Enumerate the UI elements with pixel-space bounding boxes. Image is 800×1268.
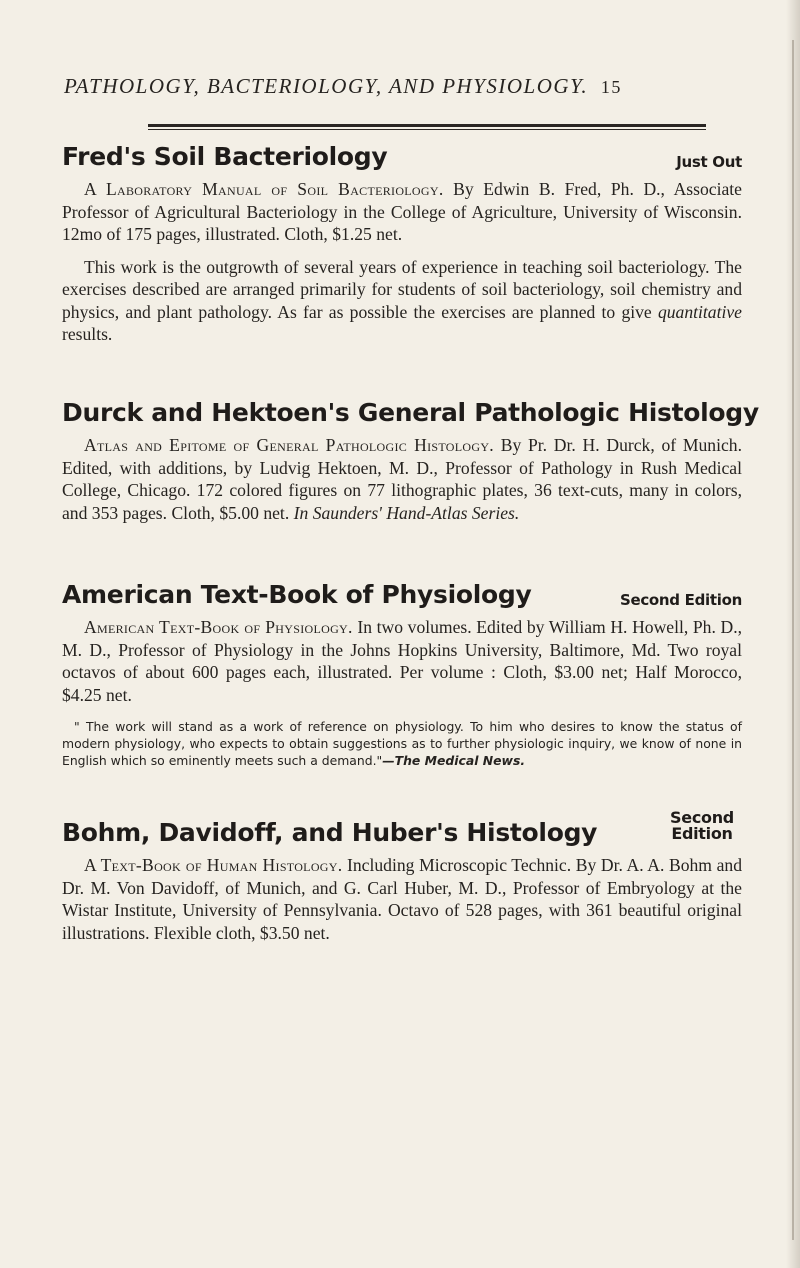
- entry-heading: [62, 142, 742, 172]
- entry-emphasis: quantitative: [657, 301, 742, 322]
- status-badge: Just Out: [676, 153, 742, 171]
- page-number: 15: [600, 77, 622, 97]
- entry-heading: [62, 398, 759, 428]
- edition-badge: [662, 810, 742, 842]
- edition-badge: Second Edition: [619, 591, 742, 609]
- header-rule: [148, 124, 706, 127]
- review-quote: [62, 718, 742, 769]
- entry-body: [62, 854, 742, 944]
- entry-heading: [62, 580, 742, 610]
- header-rule-thin: [148, 129, 706, 130]
- entry-details: Including Microscopic Technic. By Dr. A. A. Bohm and Dr. M. Von Davidoff, of Munich, and G. Carl Huber, M. D., Professor of Embryology at the Wistar Institute, University of Pennsylvania. Octavo of 528 pages, with 361 beautiful original illustrations. Flexible cloth, $3.50 net.: [62, 855, 742, 943]
- entry-lead: A Text-Book of Human Histology.: [84, 855, 343, 875]
- entry-details: In two volumes. Edited by William H. Howell, Ph. D., M. D., Professor of Physiology in the Johns Hopkins University, Baltimore, Md. Two royal octavos of about 600 pages each, illustrated. Per volume : Cloth, $3.00 net; Half Morocco, $4.25 net.: [62, 617, 742, 705]
- entry-paragraph: [62, 256, 742, 346]
- quote-text: " The work will stand as a work of reference on physiology. To him who desires to know the status of modern physiology, who expects to obtain suggestions as to further physiologic inquiry, we know of none in English which so eminently meets such a demand.": [62, 719, 742, 768]
- entry-description: [62, 178, 742, 246]
- quote-source: —The Medical News.: [382, 753, 526, 768]
- entry-lead: Atlas and Epitome of General Pathologic Histology.: [84, 435, 494, 455]
- book-entry-fred: [62, 142, 742, 346]
- entry-body: [62, 616, 742, 706]
- page-edge-line: [792, 40, 794, 1240]
- entry-details: By Pr. Dr. H. Durck, of Munich. Edited, with additions, by Ludvig Hektoen, M. D., Professor of Pathology in Rush Medical College, Chicago. 172 colored figures on 77 lithographic plates, 36 text-cuts, many in colors, and 353 pages. Cloth, $5.00 net.: [62, 435, 742, 523]
- edition-badge-line: Edition: [671, 824, 733, 843]
- entry-heading: [62, 808, 742, 848]
- book-entry-physiology: [62, 580, 742, 769]
- entry-lead: American Text-Book of Physiology.: [84, 617, 353, 637]
- running-head: [64, 74, 724, 99]
- entry-paragraph-text: This work is the outgrowth of several years of experience in teaching soil bacteriology. The exercises described are arranged primarily for students of soil bacteriology, soil chemistry and physics, and plant pathology. As far as possible the exercises are planned to give: [62, 256, 742, 322]
- entry-title: Fred's Soil Bacteriology: [62, 142, 388, 171]
- edition-badge-line: Second: [670, 808, 734, 827]
- entry-description: [62, 616, 742, 706]
- entry-lead: A Laboratory Manual of Soil Bacteriology.: [84, 179, 444, 199]
- running-head-title: PATHOLOGY, BACTERIOLOGY, AND PHYSIOLOGY.: [64, 74, 589, 98]
- entry-description: [62, 854, 742, 944]
- entry-description: [62, 434, 742, 524]
- entry-title: American Text-Book of Physiology: [62, 580, 532, 609]
- entry-title: Bohm, Davidoff, and Huber's Histology: [62, 818, 598, 847]
- entry-series: In Saunders' Hand-Atlas Series.: [293, 502, 520, 523]
- book-entry-bohm: [62, 808, 742, 944]
- entry-paragraph-end: results.: [62, 324, 113, 344]
- entry-body: [62, 434, 742, 524]
- book-entry-durck: [62, 398, 759, 524]
- entry-body: [62, 178, 742, 346]
- entry-title: Durck and Hektoen's General Pathologic Histology: [62, 398, 759, 427]
- entry-details: By Edwin B. Fred, Ph. D., Associate Professor of Agricultural Bacteriology in the College of Agriculture, University of Wisconsin. 12mo of 175 pages, illustrated. Cloth, $1.25 net.: [62, 179, 742, 244]
